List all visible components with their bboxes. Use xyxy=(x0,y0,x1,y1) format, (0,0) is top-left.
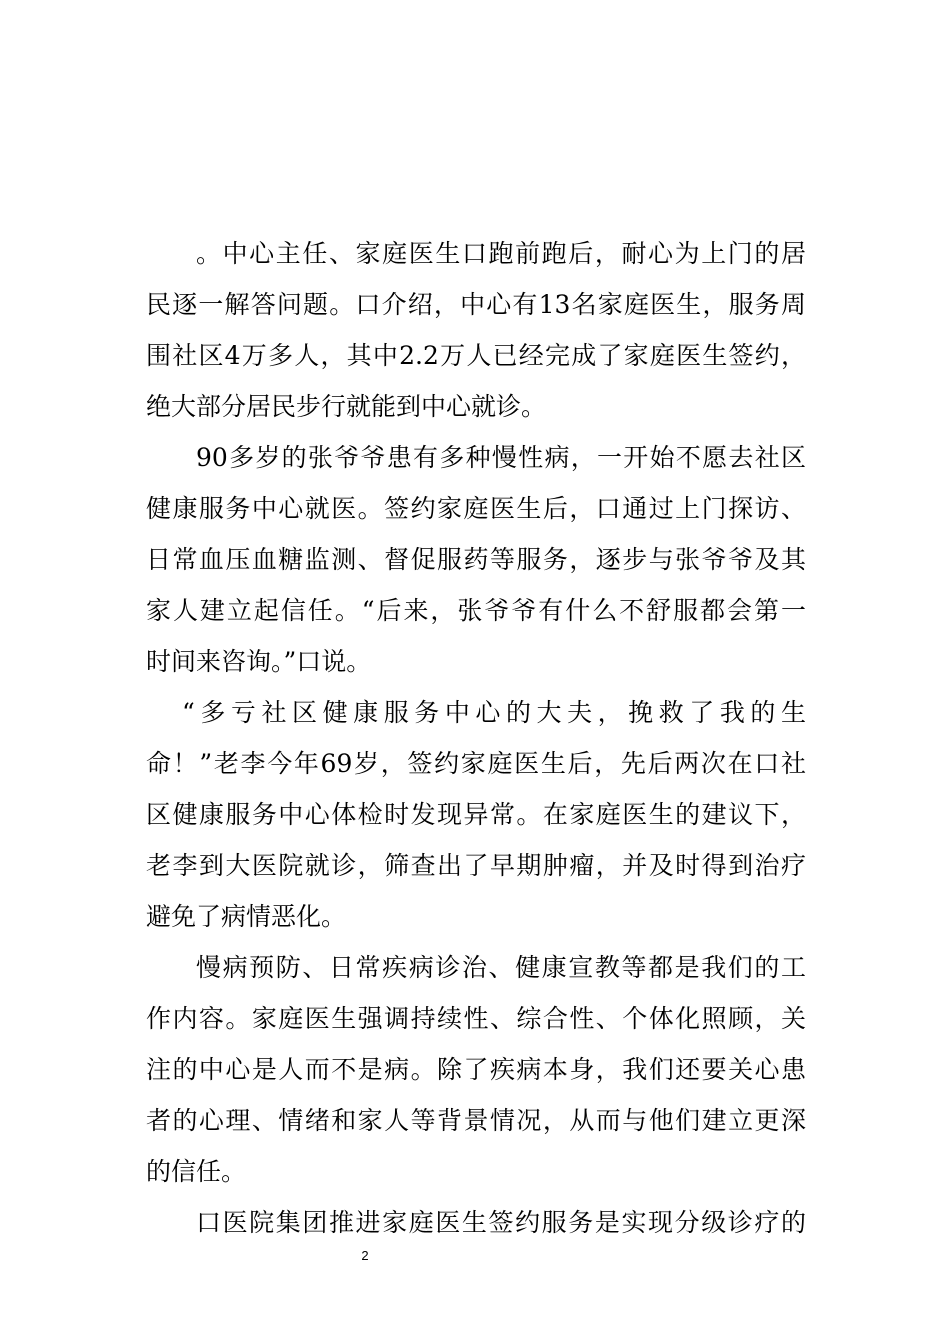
paragraph-1-line-3: 围社区4万多人，其中2.2万人已经完成了家庭医生签约， xyxy=(146,341,806,370)
paragraph-2-line-5: 时间来咨询。”口说。 xyxy=(146,647,372,676)
paragraph-4-line-5: 的信任。 xyxy=(146,1157,247,1186)
paragraph-2-line-1: 90多岁的张爷爷患有多种慢性病，一开始不愿去社区 xyxy=(196,443,806,472)
paragraph-1-line-4: 绝大部分居民步行就能到中心就诊。 xyxy=(146,392,547,421)
paragraph-4-line-2: 作内容。家庭医生强调持续性、综合性、个体化照顾，关 xyxy=(146,1004,806,1033)
paragraph-3-line-5: 避免了病情恶化。 xyxy=(146,902,347,931)
paragraph-3-line-4: 老李到大医院就诊，筛查出了早期肿瘤，并及时得到治疗 xyxy=(146,851,806,880)
paragraph-2-line-3: 日常血压血糖监测、督促服药等服务，逐步与张爷爷及其 xyxy=(146,545,806,574)
paragraph-4-line-4: 者的心理、情绪和家人等背景情况，从而与他们建立更深 xyxy=(146,1106,806,1135)
paragraph-3-line-2: 命！”老李今年69岁，签约家庭医生后，先后两次在口社 xyxy=(146,749,806,778)
paragraph-1-line-1: 。中心主任、家庭医生口跑前跑后，耐心为上门的居 xyxy=(196,239,806,268)
paragraph-3-line-1: “多亏社区健康服务中心的大夫，挽救了我的生 xyxy=(182,698,806,727)
paragraph-4-line-3: 注的中心是人而不是病。除了疾病本身，我们还要关心患 xyxy=(146,1055,806,1084)
paragraph-2-line-2: 健康服务中心就医。签约家庭医生后，口通过上门探访、 xyxy=(146,494,806,523)
paragraph-1-line-2: 民逐一解答问题。口介绍，中心有13名家庭医生，服务周 xyxy=(146,290,806,319)
paragraph-3-line-3: 区健康服务中心体检时发现异常。在家庭医生的建议下， xyxy=(146,800,806,829)
paragraph-4-line-1: 慢病预防、日常疾病诊治、健康宣教等都是我们的工 xyxy=(196,953,806,982)
paragraph-2-line-4: 家人建立起信任。“后来，张爷爷有什么不舒服都会第一 xyxy=(146,596,806,625)
page-number: 2 xyxy=(361,1248,369,1263)
paragraph-5-line-1: 口医院集团推进家庭医生签约服务是实现分级诊疗的 xyxy=(196,1208,806,1237)
